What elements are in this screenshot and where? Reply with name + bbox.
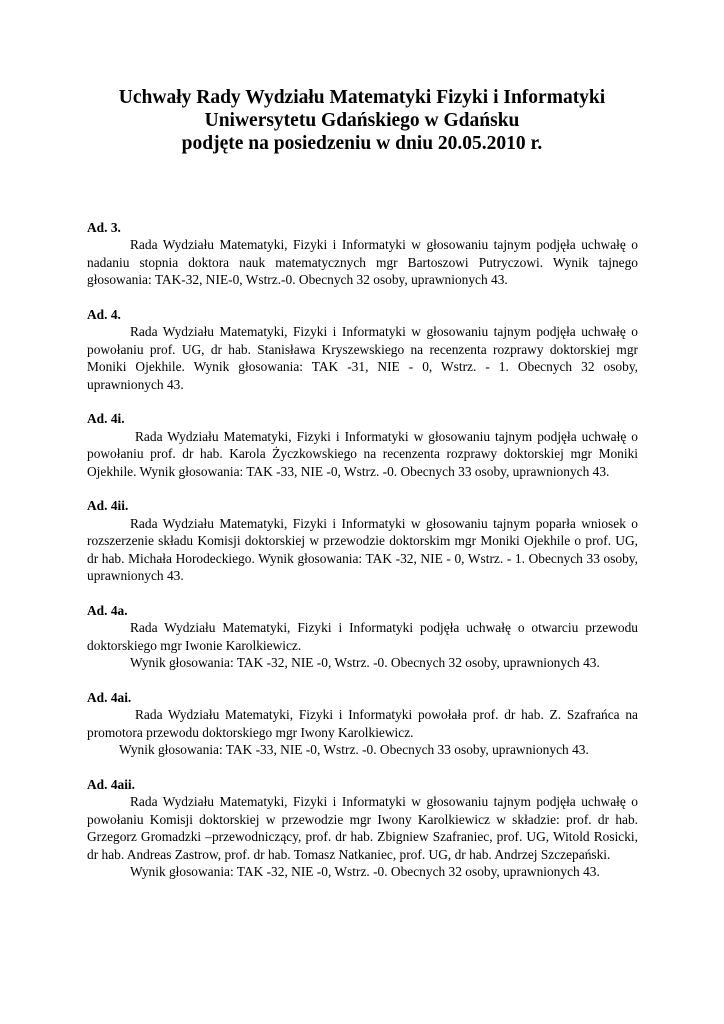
section-result: Wynik głosowania: TAK -32, NIE -0, Wstrz. -0. Obecnych 32 osoby, uprawnionych 43. bbox=[130, 863, 600, 879]
section-ad-4i bbox=[87, 410, 638, 480]
section-ad-4aii bbox=[87, 776, 638, 880]
section-heading: Ad. 3. bbox=[87, 220, 121, 235]
section-heading: Ad. 4ii. bbox=[87, 498, 129, 514]
document-body bbox=[87, 219, 638, 898]
title-line-3: podjęte na posiedzeniu w dniu 20.05.2010 r. bbox=[181, 133, 543, 154]
section-heading: Ad. 4. bbox=[87, 307, 121, 323]
section-paragraph: Rada Wydziału Matematyki, Fizyki i Informatyki w głosowaniu tajnym podjęła uchwałę o powołaniu prof. dr hab. Karola Życzkowskiego na recenzenta rozprawy doktorskiej mgr Moniki Ojekhile. Wynik głosowania: TAK -33, NIE -0, Wstrz. -0. Obecnych 33 osoby, uprawnionych 43. bbox=[87, 428, 638, 479]
section-ad-4ii bbox=[87, 497, 638, 584]
section-paragraph: Rada Wydziału Matematyki, Fizyki i Informatyki w głosowaniu tajnym podjęła uchwałę o powołaniu prof. UG, dr hab. Stanisława Kryszewskiego na recenzenta rozprawy doktorskiej mgr Moniki Ojekhile. Wynik głosowania: TAK -31, NIE - 0, Wstrz. - 1. Obecnych 32 osoby, uprawnionych 43. bbox=[87, 324, 638, 392]
title-line-2: Uniwersytetu Gdańskiego w Gdańsku bbox=[204, 110, 520, 131]
section-ad-4a bbox=[87, 602, 638, 672]
section-ad-4 bbox=[87, 306, 638, 393]
section-ad-3 bbox=[87, 219, 638, 289]
section-paragraph: Rada Wydziału Matematyki, Fizyki i Informatyki podjęła uchwałę o otwarciu przewodu doktorskiego mgr Iwonie Karolkiewicz. bbox=[87, 620, 638, 653]
title-line-1: Uchwały Rady Wydziału Matematyki Fizyki i Informatyki bbox=[118, 87, 606, 108]
section-result: Wynik głosowania: TAK -32, NIE -0, Wstrz. -0. Obecnych 32 osoby, uprawnionych 43. bbox=[130, 655, 600, 671]
section-result: Wynik głosowania: TAK -33, NIE -0, Wstrz. -0. Obecnych 33 osoby, uprawnionych 43. bbox=[119, 742, 589, 758]
section-paragraph: Rada Wydziału Matematyki, Fizyki i Informatyki w głosowaniu tajnym podjęła uchwałę o powołaniu Komisji doktorskiej w przewodzie mgr Iwony Karolkiewicz w składzie: prof. dr hab. Grzegorz Gromadzki –przewodniczący, prof. dr hab. Zbigniew Szafraniec, prof. UG, Witold Rosicki, dr hab. Andreas Zastrow, prof. dr hab. Tomasz Natkaniec, prof. UG, dr hab. Andrzej Szczepański. bbox=[87, 794, 638, 862]
section-ad-4ai bbox=[87, 689, 638, 759]
section-heading: Ad. 4aii. bbox=[87, 776, 135, 792]
section-paragraph: Rada Wydziału Matematyki, Fizyki i Informatyki w głosowaniu tajnym poparła wniosek o rozszerzenie składu Komisji doktorskiej w przewodzie doktorskim mgr Moniki Ojekhile o prof. UG, dr hab. Michała Horodeckiego. Wynik głosowania: TAK -32, NIE - 0, Wstrz. - 1. Obecnych 33 osoby, uprawnionych 43. bbox=[87, 515, 638, 584]
section-paragraph: Rada Wydziału Matematyki, Fizyki i Informatyki w głosowaniu tajnym podjęła uchwałę o nadaniu stopnia doktora nauk matematycznych mgr Bartoszowi Putryczowi. Wynik tajnego głosowania: TAK-32, NIE-0, Wstrz.-0. Obecnych 32 osoby, uprawnionych 43. bbox=[87, 237, 638, 288]
section-paragraph: Rada Wydziału Matematyki, Fizyki i Informatyki powołała prof. dr hab. Z. Szafrańca na promotora przewodu doktorskiego mgr Iwony Karolkiewicz. bbox=[87, 707, 638, 740]
section-heading: Ad. 4a. bbox=[87, 602, 128, 618]
section-heading: Ad. 4i. bbox=[87, 411, 125, 427]
document-title bbox=[60, 86, 664, 155]
section-heading: Ad. 4ai. bbox=[87, 689, 132, 705]
